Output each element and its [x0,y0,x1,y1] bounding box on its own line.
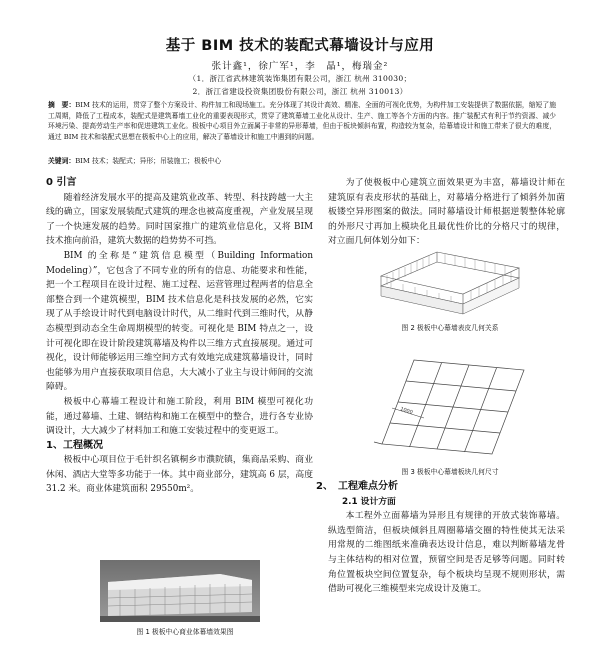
authors: 张计鑫¹，徐广军¹，李 晶¹，梅瑞金² [211,61,389,72]
intro-paragraph-1: 随着经济发展水平的提高及建筑业改革、转型、科技跨越一大主线的确立，国家发展装配式建筑的理念也被高度重视，产业发展呈现了一个快速发展的趋势。同时国家推广的建筑业信息化，又将 BIM 技术推向前沿，建筑大数据的趋势势不可挡。 [46,192,313,247]
figure-3-panel-grid [372,346,532,458]
abstract [48,100,556,142]
paper-title: 基于 BIM 技术的装配式幕墙设计与应用 [165,38,435,54]
right-intro-paragraph: 为了使极板中心建筑立面效果更为丰富，幕墙设计师在建筑原有表皮形状的基础上，对幕墙分格进行了倾斜外加菌板镂空异形图案的做法。同时幕墙设计师根据逆製整体轮廓的外形尺寸再加上模块化且最优性价比的分格尺寸的规律，对立面几何体划分如下： [328,178,565,247]
section-heading-intro: 0 引言 [46,177,77,188]
dimension-label: 1000 [399,406,414,416]
keywords [48,155,556,165]
abstract-label: 摘 要： [48,101,76,109]
abstract-text: BIM 技术的运用，贯穿了整个方案设计、构件加工和现场施工。充分体现了其设计高效、精准、全面的可视化优势，为构件加工安装提供了数据依据，缩短了施工周期，降低了工程成本，装配式是建筑幕墙工业化的重要表现形式，贯穿了建筑幕墙工业化从设计、生产、施工等各个方面的内容。推广装配式有利于节约资源、减少环境污染、提高劳动生产率和促进建筑工业化。极板中心项目外立面属于非常的异形幕墙，但由于板块倾斜布置，构造较为复杂，给幕墙设计和施工带来了很大的难度，通过 BIM 技术和装配式思想在极板中心上的应用，解决了幕墙设计和施工中遇到的问题。 [48,101,556,141]
figure-2-facade-geometry [375,246,525,318]
figure-1-building-photo [100,560,260,622]
figure-1-caption: 图 1 极板中心商业体幕墙效果图 [136,628,234,636]
keywords-label: 关键词： [48,157,76,165]
subsection-heading-design: 2.1 设计方面 [342,496,396,507]
affiliation-2: 2．浙江省建设投资集团股份有限公司，浙江 杭州 310013） [192,87,408,96]
intro-paragraph-2: BIM 的全称是“建筑信息模型（Building Information Modeling）”，它包含了不同专业的所有的信息、功能要求和性能，把一个工程项目在设计过程、施工过程、运营管理过程两者的信息全部整合到一个建筑模型，BIM 技术信息化是科技发展的必然，它实现了从手绘设计时代到电脑设计时代，从二维时代到三维时代，从静态模型到动态全生命周期模型的转变。可视化是 BIM 特点之一，设计可视化即在设计阶段建筑幕墙及构件以三维方式直接展现。通过可视化，设计师能够运用三维空间方式有效地完成建筑幕墙设计，同时也能够为用户直接获取项目信息，大大减小了业主与设计师间的交流障碍。 [46,250,313,393]
section-heading-analysis: 2、 工程难点分析 [316,481,398,492]
right-column-intro [328,176,565,249]
intro-paragraph-3: 极板中心幕墙工程设计和施工阶段，利用 BIM 模型可视化功能，通过幕墙、土建、钢结构和施工在模型中的整合，进行各专业协调设计，大大减少了材料加工和施工安装过程中的变更返工。 [46,396,313,437]
figure-3-caption: 图 3 极板中心幕墙板块几何尺寸 [401,468,499,476]
right-column-analysis [316,480,565,597]
overview-paragraph: 极板中心项目位于毛针织名镇桐乡市濮院镇，集商品采购、商业休闲、酒店大堂等多功能于一体。其中商业部分，建筑高 6 层，高度 31.2 米。商业体建筑面积 29550m²。 [46,455,313,495]
section-heading-overview: 1、工程概况 [46,439,103,451]
affiliation-1: （1．浙江省武林建筑装饰集团有限公司，浙江 杭州 310030； [188,74,412,83]
keywords-text: BIM 技术；装配式；异形；吊装施工；极板中心 [75,157,222,165]
figure-2-caption: 图 2 极板中心幕墙表皮几何关系 [401,324,499,332]
left-column [46,176,313,497]
design-paragraph: 本工程外立面幕墙为异形且有规律的开放式装饰幕墙。纵选型简洁，但板块倾斜且周圈幕墙交圈的特性使其无法采用常规的二维图纸来准确表达设计信息，难以判断幕墙龙骨与主体结构的相对位置，预留空间是否足够等问题。同时转角位置板块空间位置复杂，每个板块均呈现不规则形状，需借助可视化三维模型来完成设计及施工。 [328,511,565,595]
